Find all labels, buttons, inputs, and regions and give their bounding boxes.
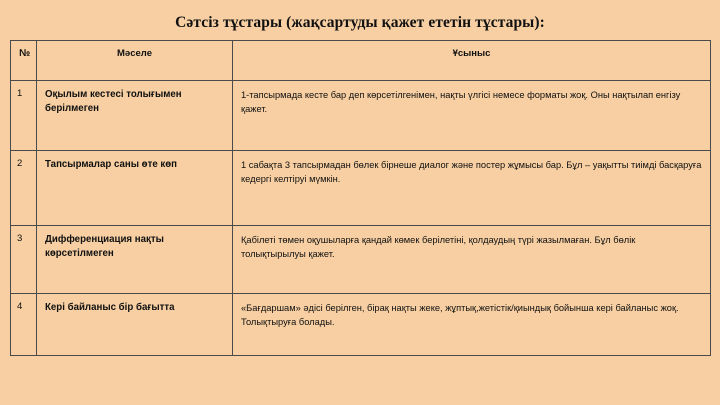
table-container xyxy=(10,40,710,356)
row-issue: Оқылым кестесі толығымен берілмеген xyxy=(37,81,233,151)
row-proposal: «Бағдаршам» әдісі берілген, бірақ нақты жеке, жұптық,жетістік/қиындық бойынша кері байланыс жоқ. Толықтыруға болады. xyxy=(233,294,711,356)
table-header xyxy=(11,41,711,81)
row-number: 2 xyxy=(11,151,37,226)
table-row xyxy=(11,151,711,226)
column-header-number: № xyxy=(11,41,37,81)
issues-table xyxy=(10,40,711,356)
row-number: 4 xyxy=(11,294,37,356)
column-header-proposal: Ұсыныс xyxy=(233,41,711,81)
page-title: Сәтсіз тұстары (жақсартуды қажет ететін тұстары): xyxy=(175,14,545,31)
row-issue: Тапсырмалар саны өте көп xyxy=(37,151,233,226)
table-row xyxy=(11,226,711,294)
row-proposal: 1-тапсырмада кесте бар деп көрсетілгенімен, нақты үлгісі немесе форматы жоқ. Оны нақтылап енгізу қажет. xyxy=(233,81,711,151)
table-row xyxy=(11,81,711,151)
table-header-row xyxy=(11,41,711,81)
row-number: 1 xyxy=(11,81,37,151)
table-row xyxy=(11,294,711,356)
row-proposal: 1 сабақта 3 тапсырмадан бөлек бірнеше диалог және постер жұмысы бар. Бұл – уақытты тиімді басқаруға кедергі келтіруі мүмкін. xyxy=(233,151,711,226)
row-proposal: Қабілеті төмен оқушыларға қандай көмек берілетіні, қолдаудың түрі жазылмаған. Бұл бөлік толықтырылуы қажет. xyxy=(233,226,711,294)
row-number: 3 xyxy=(11,226,37,294)
table-body xyxy=(11,81,711,356)
column-header-issue: Мәселе xyxy=(37,41,233,81)
row-issue: Кері байланыс бір бағытта xyxy=(37,294,233,356)
row-issue: Дифференциация нақты көрсетілмеген xyxy=(37,226,233,294)
